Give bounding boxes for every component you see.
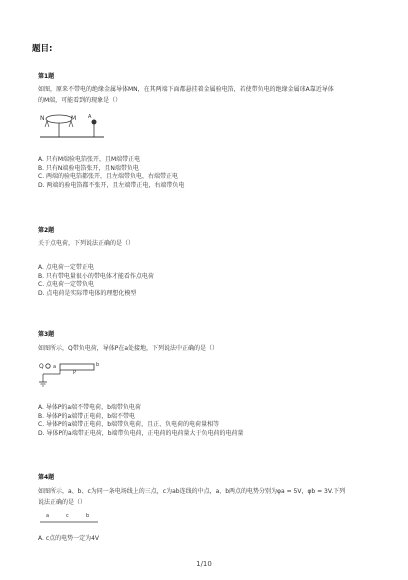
question-1-figure xyxy=(38,110,108,144)
option: B. 导体P的a端带正电荷，b端不带电 xyxy=(38,412,136,420)
question-2-stem xyxy=(38,238,374,249)
figure-label: a xyxy=(53,364,57,370)
question-1-title: 第1题 xyxy=(38,73,55,80)
figure-label: a xyxy=(46,513,50,519)
figure-label: P xyxy=(73,370,77,376)
stem-line: 如图所示，Q带负电荷，导体P在a处接地，下列说法中正确的是（） xyxy=(38,345,219,352)
option: D. 点电荷是实际带电体的理想化模型 xyxy=(38,289,137,297)
stem-line: 的M端，可能看到的现象是（） xyxy=(38,97,122,104)
figure-label: b xyxy=(86,513,90,519)
option: C. 两端的验电箔都张开，且左端带负电，右端带正电 xyxy=(38,173,179,181)
conductor-mn xyxy=(46,115,72,123)
charged-ball-a xyxy=(92,120,97,125)
option: A. 只有M端验电箔张开，且M端带正电 xyxy=(38,156,141,163)
option: B. 只有N端验电箔张开，且N端带负电 xyxy=(38,164,139,172)
option: A. 点电荷一定带正电 xyxy=(38,264,94,271)
figure-label: M xyxy=(71,115,77,122)
question-4-stem xyxy=(38,486,374,508)
question-2-options xyxy=(38,264,374,298)
option: D. 导体P的a端带正电荷，b端带负电荷，正电荷的电荷量大于负电荷的电荷量 xyxy=(38,429,244,437)
question-1-stem xyxy=(38,84,374,106)
option: A. c点的电势一定为4V xyxy=(38,535,100,542)
charge-q xyxy=(46,364,50,368)
question-1-options xyxy=(38,156,374,190)
question-4-figure xyxy=(38,510,102,526)
conductor-p xyxy=(60,364,94,370)
question-3-title: 第3题 xyxy=(38,331,55,338)
figure-label: A xyxy=(88,114,92,120)
option: A. 导体P的a端不带电荷，b端带负电荷 xyxy=(38,404,141,411)
leaf-left xyxy=(45,121,47,127)
question-3-figure xyxy=(38,358,102,392)
figure-label: Q xyxy=(39,363,44,370)
figure-label: b xyxy=(96,362,100,368)
stem-line: 关于点电荷，下列说法正确的是（） xyxy=(38,240,135,247)
option: D. 两端的验电箔都不张开，且左端带正电，右端带负电 xyxy=(38,181,185,189)
stem-line: 说法正确的是（） xyxy=(38,499,87,506)
leaf-right xyxy=(69,121,71,127)
question-2-title: 第2题 xyxy=(38,227,55,234)
question-3-options xyxy=(38,404,374,438)
stem-line: 如图，原来不带电的绝缘金属导体MN，在其两端下面都悬挂着金属验电箔，若使带负电的绝缘金属球A靠近导体 xyxy=(38,86,334,93)
option: B. 只有带电量很小的带电体才能看作点电荷 xyxy=(38,272,154,280)
option: C. 导体P的a端带正电荷，b端带负电荷，且正、负电荷的电荷量相等 xyxy=(38,421,220,429)
page-title: 题目: xyxy=(32,44,53,54)
figure-label: N xyxy=(40,115,45,122)
figure-label: c xyxy=(66,513,69,519)
leaf-left xyxy=(47,121,49,127)
page-number: 1/10 xyxy=(196,560,212,568)
question-4-options xyxy=(38,535,374,544)
option: C. 点电荷一定带负电 xyxy=(38,281,95,289)
question-4-title: 第4题 xyxy=(38,474,55,481)
stem-line: 如图所示，a、b、c为同一条电场线上的三点，c为ab连线的中点，a、b两点的电势分别为φa = 5V，φb = 3V.下列 xyxy=(38,488,346,495)
question-3-stem xyxy=(38,343,374,354)
